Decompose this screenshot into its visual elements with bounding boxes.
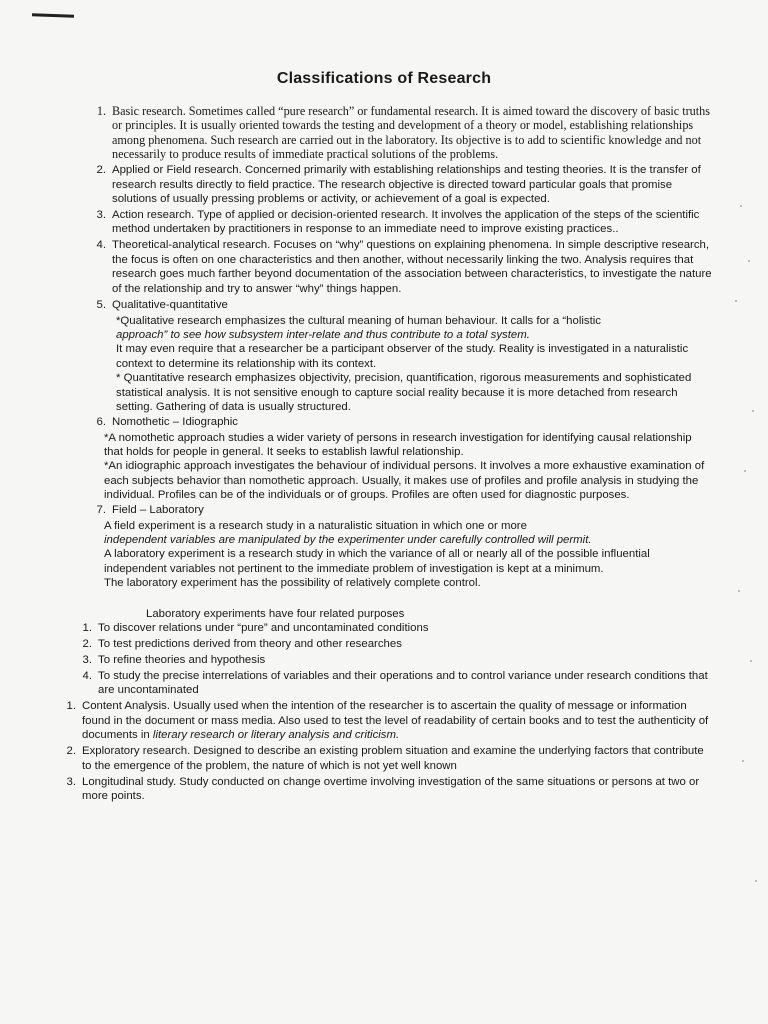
list-text: Applied or Field research. Concerned primarily with establishing relationships and testing theories. It is the transfer of research results directly to field practice. The research objective is directed toward particular goals that promise solutions of usually pressing problems or activity, or achievement of a goal is expected. — [112, 164, 701, 206]
list-item-theoretical-analytical — [60, 238, 712, 296]
list-text: Theoretical-analytical research. Focuses on “why” questions on explaining phenomena. In simple descriptive research, the focus is often on one characteristics and then another, without necessarily linking the two. Analysis requires that research goes much farther beyond documentation of the association between characteristics, to investigate the nature of the relationship and try to answer “why” things happen. — [112, 239, 712, 295]
lab-line-2: The laboratory experiment has the possibility of relatively complete control. — [104, 577, 481, 590]
content-analysis-text: Content Analysis. Usually used when the intention of the researcher is to ascertain the quality of message or information found in the document or mass media. Also used to test the level of readability of certain books and to test the authenticity of documents in — [82, 700, 709, 742]
scan-speck — [748, 260, 750, 262]
list-number: 3. — [96, 209, 106, 222]
list-number: 3. — [82, 653, 92, 666]
list-item-nomothetic-idiographic — [60, 415, 712, 429]
idiographic-paragraph — [60, 459, 712, 502]
field-line-2: independent variables are manipulated by the experimenter under carefully controlled will permit. — [104, 533, 592, 546]
nomothetic-paragraph — [60, 431, 712, 460]
list-number: 1. — [66, 700, 76, 713]
list-number: 1. — [82, 621, 92, 634]
lab-line-1: A laboratory experiment is a research study in which the variance of all or nearly all of the possible influential independent variables not pertinent to the immediate problem of investigation is kept at a minimum. — [104, 548, 650, 575]
list-text — [82, 699, 712, 742]
list-number: 3. — [66, 775, 76, 788]
scan-speck — [744, 470, 746, 472]
list-number: 7. — [96, 503, 106, 516]
list-text: Longitudinal study. Study conducted on change overtime involving investigation of the same situations or persons at two or more points. — [82, 775, 700, 802]
list-text: To study the precise interrelations of variables and their operations and to control variance under research conditions that are uncontaminated — [98, 669, 708, 697]
page-title: Classifications of Research — [276, 70, 492, 87]
list-item-qualitative-quantitative — [60, 298, 712, 312]
scan-speck — [752, 410, 754, 412]
list-number: 1. — [96, 104, 106, 118]
field-experiment-paragraph — [60, 519, 712, 548]
list-item-action-research — [60, 208, 712, 237]
scan-speck — [755, 880, 757, 882]
list-text: Field – Laboratory — [112, 503, 204, 516]
purpose-item — [60, 621, 712, 635]
scan-speck — [740, 205, 742, 207]
pen-mark — [32, 13, 74, 17]
qualitative-line-3: It may even require that a researcher be a participant observer of the study. Reality is investigated in a naturalistic context to determine its relationship with its context. — [116, 343, 689, 370]
list-number: 4. — [82, 669, 92, 682]
scan-speck — [742, 760, 744, 762]
idiographic-text: *An idiographic approach investigates the behaviour of individual persons. It involves a more exhaustive examination of each subjects behavior than nomothetic approach. Usually, it makes use of profiles and profile analysis in studying the individual. Profiles can be of the individuals or of groups. Profiles are often used for diagnostic purposes. — [104, 460, 705, 502]
document-body — [60, 104, 712, 805]
list-text: Exploratory research. Designed to describe an existing problem situation and examine the underlying factors that contribute to the emergence of the problem, the nature of which is not yet well known — [82, 745, 704, 772]
scan-speck — [735, 300, 737, 302]
list-text: Nomothetic – Idiographic — [112, 415, 238, 428]
qualitative-line-2: approach” to see how subsystem inter-relate and thus contribute to a total system. — [116, 329, 530, 342]
list-text: To test predictions derived from theory and other researches — [98, 637, 402, 650]
lab-experiment-paragraph — [60, 547, 712, 590]
scan-speck — [738, 590, 740, 592]
list-number: 2. — [66, 745, 76, 758]
purposes-list — [60, 621, 712, 698]
list-number: 5. — [96, 298, 106, 311]
list-number: 2. — [96, 164, 106, 177]
scan-speck — [750, 660, 752, 662]
list-number: 2. — [82, 637, 92, 650]
purpose-item — [60, 653, 712, 667]
list-number: 4. — [96, 239, 106, 252]
list-text: Action research. Type of applied or decision-oriented research. It involves the application of the steps of the scientific method undertaken by practitioners in response to an immediate need to improve existing practices.. — [112, 209, 700, 236]
list-text: To refine theories and hypothesis — [98, 653, 266, 666]
additional-types-list — [60, 699, 712, 803]
list-item-longitudinal-study — [60, 775, 712, 804]
list-text: Qualitative-quantitative — [112, 298, 228, 311]
list-item-exploratory-research — [60, 744, 712, 773]
quantitative-paragraph — [60, 371, 712, 414]
field-line-1: A field experiment is a research study in a naturalistic situation in which one or more — [104, 519, 527, 532]
purpose-item — [60, 669, 712, 698]
list-item-content-analysis — [60, 699, 712, 742]
content-analysis-italic: literary research or literary analysis and criticism. — [152, 729, 400, 742]
qualitative-line-1: *Qualitative research emphasizes the cultural meaning of human behaviour. It calls for a “holistic — [116, 314, 601, 327]
list-number: 6. — [96, 415, 106, 428]
nomothetic-text: *A nomothetic approach studies a wider variety of persons in research investigation for identifying causal relationship that holds for people in general. It seeks to establish lawful relationship. — [104, 431, 692, 458]
list-item-applied-research — [60, 163, 712, 206]
purpose-item — [60, 637, 712, 651]
purposes-heading: Laboratory experiments have four related purposes — [146, 607, 405, 620]
list-item-field-laboratory — [60, 503, 712, 517]
quantitative-text: * Quantitative research emphasizes objectivity, precision, quantification, rigorous measurements and sophisticated statistical analysis. It is not sensitive enough to capture social reality because it is more detached from research setting. Gathering of data is usually structured. — [116, 372, 692, 414]
list-item-basic-research — [60, 104, 712, 162]
list-text: To discover relations under “pure” and uncontaminated conditions — [98, 621, 429, 634]
list-text: Basic research. Sometimes called “pure research” or fundamental research. It is aimed toward the discovery of basic truths or principles. It is usually oriented towards the testing and development of a theory or model, establishing relationships among phenomena. Such research are carried out in the laboratory. Its objective is to add to scientific knowledge and not necessarily to produce results of immediate practical solutions of the problems. — [112, 104, 710, 162]
qualitative-paragraph — [60, 314, 712, 372]
